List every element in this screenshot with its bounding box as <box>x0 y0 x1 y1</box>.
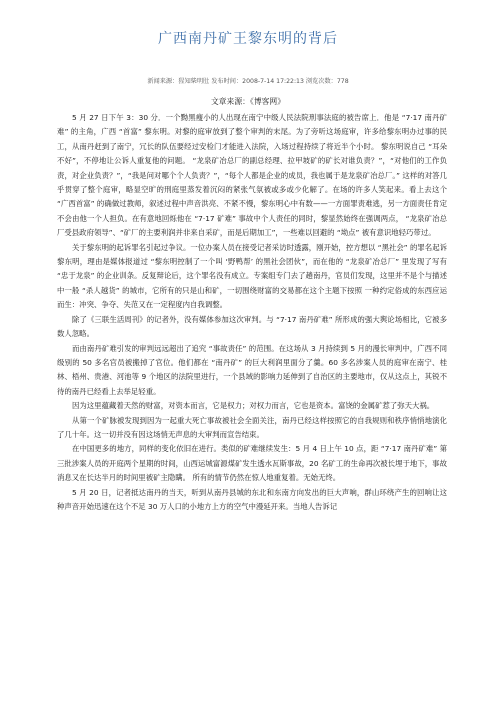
article-body <box>57 111 447 514</box>
paragraph: 5 月 20 日，记者抵达南丹的当天，听到从南丹县城的东北和东南方向发出的巨大声响，群山环绕产生的回响让这种声音开始迅速在这个不足 30 万人口的小地方上方的空气中漫延开来。当地人告诉记 <box>57 487 447 511</box>
article-source: 文章来源：《博客网》 <box>210 97 286 106</box>
paragraph: 除了《三联生活周刊》的记者外，没有媒体参加这次审判。与 “7·17 南丹矿难” 所形成的强大舆论场相比，它被多数人忽略。 <box>57 314 447 339</box>
paragraph: 5 月 27 日下午 3：30 分．一个黝黑瘦小的人出现在南宁中级人民法院刑事法庭的被告席上．他是 “7·17 南丹矿难” 的主角，广西 “首富” 黎东明。对黎的庭审放到了整个审判的末尾。为了旁听这场庭审，许多给黎东明办过事的民工，从南丹赶到了南宁，冗长的队伍要经过安检门才能进入法院，入场过程持续了将近半个小时。 黎东明说自己 “耳朵不好”，不停地让公诉人重复他的问题。 “龙泉矿冶总厂的副总经理、拉甲坡矿的矿长对谁负责？”，“对他们的工作负责，对企业负责？”，“我是问对哪个个人负责？”，“每个人都是企业的成员，我也属于是龙泉矿冶总厂。” 这样的对答几乎贯穿了整个庭审，略显空旷的刑庭里蒸发着沉闷的紧张气氛被或多或少化解了。在场的许多人笑起来。看上去这个 “广西首富” 的确做过教师，叙述过程中声音洪亮、不紧不慢，黎东明心中有数——一方面罪责难逃，另一方面责任肯定不会由他一个人担负。在有意地回烁他在 “7·17 矿难” 事故中个人责任的同时，黎显然始终在强调两点， “龙泉矿冶总厂受县政府领导”、“矿厂的主要利润并非来自采矿，而是后期加工”，一些难以回避的 “坳点” 被有意识地轻巧带过。 <box>57 113 447 238</box>
paragraph: 因为这里蕴藏着天然的财富，对资本而言，它是权力；对权力而言，它也是资本。富饶的金属矿惹了弥天大祸。 <box>72 401 435 411</box>
paragraph: 从第一个矿脉被发现到因为一起重大死亡事故被社会全面关注，南丹已经这样按照它的自我规则和秩序悄悄地演化了几十年。这一切并没有因这场悄无声息的大审判而宣告结束。 <box>57 415 447 439</box>
paragraph: 而由南丹矿难引发的审判远远超出了追究 “事故责任” 的范围。在这场从 3 月持续到 5 月的漫长审判中，广西不同级别的 50 多名官员被搬掉了官位。他们都在 “南丹矿” 的巨大利润里面分了羹。60 多名涉案人员的庭审在南宁、桂林、梧州、贵港、河池等 9 个地区的法院里进行，一个县域的影响力延伸到了自治区的主要地市，仅从这点上，其锐不待的南丹已经看上去举足轻重。 <box>57 343 447 396</box>
paragraph: 在中国更多的地方，同样的变化依旧在进行。类似的矿难继续发生：5 月 4 日上午 10 点，距 “7·17 南丹矿难” 第三批涉案人员的开庭两个星期的时间，山西运城富源煤矿发生透水瓦斯事故，20 名矿工的生命再次被长埋于地下，事故消息又在长达半月的时间里被矿主隐瞒。 所有的情节仍然在惊人地重复着。无始无终。 <box>57 444 447 483</box>
article-title: 广西南丹矿王黎东明的背后 <box>158 31 338 47</box>
paragraph: 关于黎东明的起诉罪名引起过争议。一位办案人员在接受记者采访时透露，刚开始，控方想以 “黑社会” 的罪名起诉黎东明，理由是媒体报道过 “黎东明控制了一个叫 ‘野鸭帮’ 的黑社会团伙”，而在他的 “龙泉矿冶总厂” 里发现了写有 “忠于龙泉” 的企业训条。反复辩论后，这个罪名没有成立。专案组专门去了趟南丹，官员们发现，这里并不是个与描述中一般 “杀人越货” 的城市，它所有的只是山和矿，一切围绕财富的交易都在这个主题下按照 一种约定俗成的东西应运而生：冲突、争夺、失范又在一定程度内自我调整。 <box>57 242 447 310</box>
article-meta: 新闻来源：猩知柴明肚 发布时间：2008-7-14 17:22:13 浏览次数：778 <box>147 78 349 85</box>
